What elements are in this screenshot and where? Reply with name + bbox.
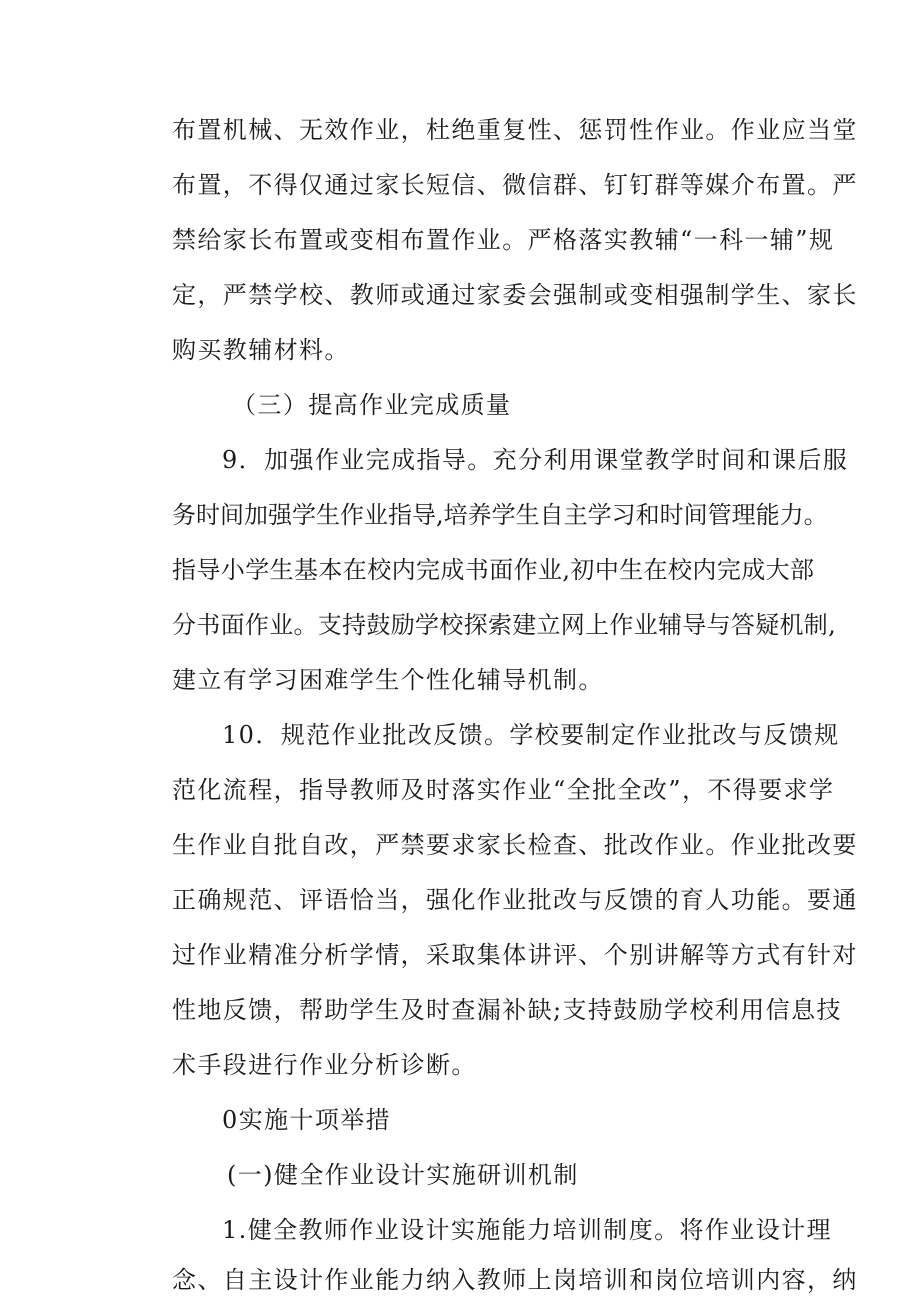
section-heading: 0实施十项举措 <box>222 1106 392 1134</box>
body-text-line: 性地反馈，帮助学生及时查漏补缺;支持鼓励学校利用信息技 <box>172 996 842 1024</box>
body-text-line: 9．加强作业完成指导。充分利用课堂教学时间和课后服 <box>222 446 849 474</box>
body-text-line: 10．规范作业批改反馈。学校要制定作业批改与反馈规 <box>222 721 840 749</box>
section-heading: （三）提高作业完成质量 <box>232 391 512 419</box>
body-text-line: 建立有学习困难学生个性化辅导机制。 <box>172 666 604 694</box>
body-text-line: 定，严禁学校、教师或通过家委会强制或变相强制学生、家长 <box>172 281 858 309</box>
body-text-line: 正确规范、评语恰当，强化作业批改与反馈的育人功能。要通 <box>172 886 858 914</box>
body-text-line: 布置，不得仅通过家长短信、微信群、钉钉群等媒介布置。严 <box>172 171 858 199</box>
body-text-line: 禁给家长布置或变相布置作业。严格落实教辅“一科一辅”规 <box>172 226 835 254</box>
body-text-line: 指导小学生基本在校内完成书面作业,初中生在校内完成大部 <box>172 556 815 584</box>
body-text-line: 布置机械、无效作业，杜绝重复性、惩罚性作业。作业应当堂 <box>172 116 858 144</box>
body-text-line: 念、自主设计作业能力纳入教师上岗培训和岗位培训内容，纳 <box>172 1266 858 1294</box>
body-text-line: 1.健全教师作业设计实施能力培训制度。将作业设计理 <box>222 1216 832 1244</box>
body-text-line: 过作业精准分析学情，采取集体讲评、个别讲解等方式有针对 <box>172 941 858 969</box>
body-text-line: 生作业自批自改，严禁要求家长检查、批改作业。作业批改要 <box>172 831 858 859</box>
body-text-line: 分书面作业。支持鼓励学校探索建立网上作业辅导与答疑机制, <box>172 611 837 639</box>
body-text-line: 范化流程，指导教师及时落实作业“全批全改”，不得要求学 <box>172 776 835 804</box>
section-heading: (一)健全作业设计实施研训机制 <box>227 1161 579 1189</box>
body-text-line: 务时间加强学生作业指导,培养学生自主学习和时间管理能力。 <box>172 501 828 529</box>
body-text-line: 购买教辅材料。 <box>172 336 350 364</box>
body-text-line: 术手段进行作业分析诊断。 <box>172 1051 477 1079</box>
